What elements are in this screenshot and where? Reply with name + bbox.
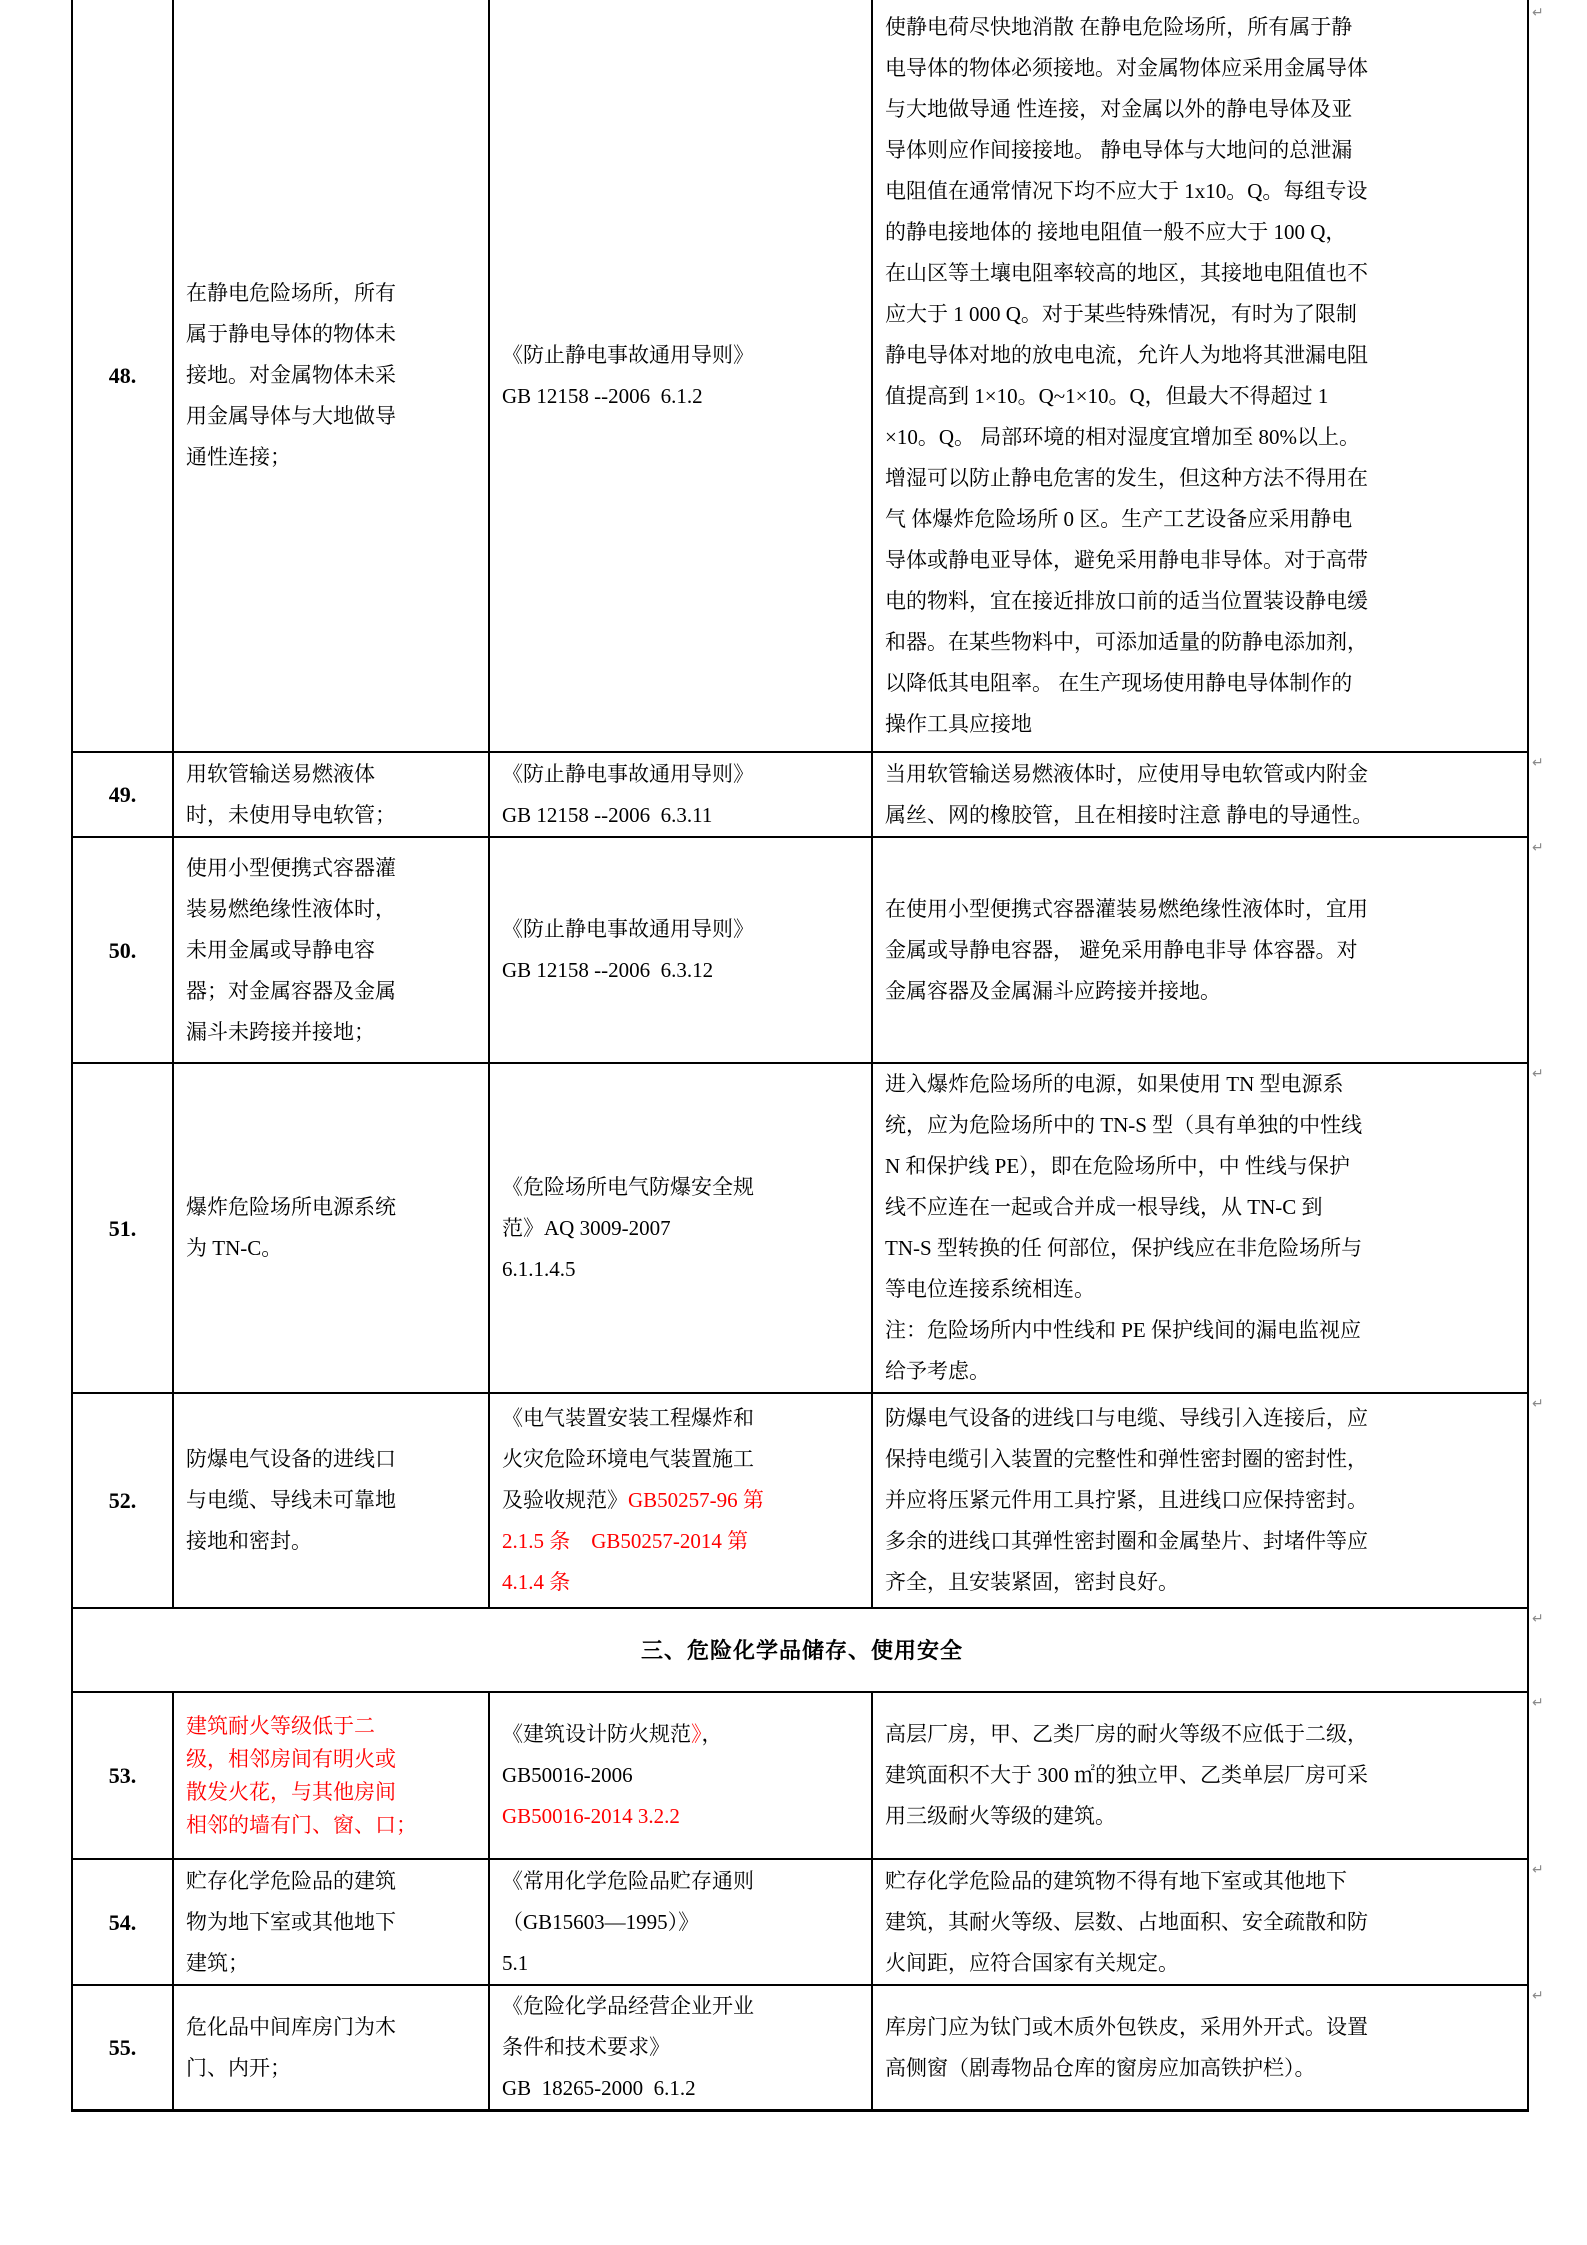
row-55-standard-cell: 《危险化学品经营企业开业 条件和技术要求》 GB 18265-2000 6.1.2	[489, 1985, 872, 2111]
section-header-row	[72, 1608, 1528, 1692]
row-49-standard-cell: 《防止静电事故通用导则》 GB 12158 --2006 6.3.11	[489, 752, 872, 837]
row-54-number: 54.	[72, 1859, 173, 1985]
row-49-explanation-cell: 当用软管输送易燃液体时，应使用导电软管或内附金 属丝、网的橡胶管，且在相接时注意 静电的导通性。	[872, 752, 1528, 837]
paragraph-mark-icon: ↵	[1532, 1611, 1544, 1627]
row-54-issue-cell: 贮存化学危险品的建筑 物为地下室或其他地下 建筑；	[173, 1859, 489, 1985]
row-54-explanation-cell: 贮存化学危险品的建筑物不得有地下室或其他地下 建筑，其耐火等级、层数、占地面积、安全疏散和防 火间距，应符合国家有关规定。	[872, 1859, 1528, 1985]
row-51-explanation-cell: 进入爆炸危险场所的电源，如果使用 TN 型电源系 统，应为危险场所中的 TN-S 型（具有单独的中性线 N 和保护线 PE），即在危险场所中，中 性线与保护 线不应连在一起或合并成一根导线，从 TN-C 到 TN-S 型转换的任 何部位，保护线应在非危险场所与 等电位连接系统相连。 注：危险场所内中性线和 PE 保护线间的漏电监视应 给予考虑。	[872, 1063, 1528, 1393]
row-52-standard-black: 《电气装置安装工程爆炸和 火灾危险环境电气装置施工 及验收规范》	[502, 1406, 754, 1512]
row-53-explanation-cell: 高层厂房，甲、乙类厂房的耐火等级不应低于二级， 建筑面积不大于 300 ㎡的独立甲、乙类单层厂房可采 用三级耐火等级的建筑。	[872, 1692, 1528, 1859]
row-52-number: 52.	[72, 1393, 173, 1608]
row-55-issue-cell: 危化品中间库房门为木 门、内开；	[173, 1985, 489, 2111]
table-row-55	[72, 1985, 1528, 2111]
row-53-standard-black2: ， GB50016-2006	[502, 1722, 723, 1787]
row-51-standard-cell: 《危险场所电气防爆安全规 范》AQ 3009-2007 6.1.1.4.5	[489, 1063, 872, 1393]
row-53-issue-cell: 建筑耐火等级低于二 级，相邻房间有明火或 散发火花，与其他房间 相邻的墙有门、窗、口；	[173, 1692, 489, 1859]
paragraph-mark-icon: ↵	[1532, 1988, 1544, 2004]
row-50-standard-cell: 《防止静电事故通用导则》 GB 12158 --2006 6.3.12	[489, 837, 872, 1063]
row-53-standard-red1: 》	[691, 1722, 702, 1746]
row-48-explanation-cell: 使静电荷尽快地消散 在静电危险场所，所有属于静 电导体的物体必须接地。对金属物体应采用金属导体 与大地做导通 性连接，对金属以外的静电导体及亚 导体则应作间接接地。 静电导体与大地问的总泄漏 电阻值在通常情况下均不应大于 1x10。Q。每组专设 的静电接地体的 接地电阻值一般不应大于 100 Q， 在山区等土壤电阻率较高的地区，其接地电阻值也不 应大于 1 000 Q。对于某些特殊情况，有时为了限制 静电导体对地的放电电流，允许人为地将其泄漏电阻 值提高到 1×10。Q~1×10。Q，但最大不得超过 1 ×10。Q。 局部环境的相对湿度宜增加至 80%以上。 增湿可以防止静电危害的发生，但这种方法不得用在 气 体爆炸危险场所 0 区。生产工艺设备应采用静电 导体或静电亚导体，避免采用静电非导体。对于高带 电的物料，宜在接近排放口前的适当位置装设静电缓 和器。在某些物料中，可添加适量的防静电添加剂， 以降低其电阻率。 在生产现场使用静电导体制作的 操作工具应接地	[872, 0, 1528, 752]
paragraph-mark-icon: ↵	[1532, 840, 1544, 856]
row-48-number: 48.	[72, 0, 173, 752]
row-50-issue-cell: 使用小型便携式容器灌 装易燃绝缘性液体时， 未用金属或导静电容 器；对金属容器及金属 漏斗未跨接并接地；	[173, 837, 489, 1063]
row-54-standard-cell: 《常用化学危险品贮存通则 （GB15603—1995）》 5.1	[489, 1859, 872, 1985]
row-52-explanation-cell: 防爆电气设备的进线口与电缆、导线引入连接后，应 保持电缆引入装置的完整性和弹性密封圈的密封性， 并应将压紧元件用工具拧紧，且进线口应保持密封。 多余的进线口其弹性密封圈和金属垫片、封堵件等应 齐全，且安装紧固，密封良好。	[872, 1393, 1528, 1608]
row-53-standard-cell	[489, 1692, 872, 1859]
row-51-issue-cell: 爆炸危险场所电源系统 为 TN-C。	[173, 1063, 489, 1393]
table-row-49	[72, 752, 1528, 837]
row-48-standard-cell: 《防止静电事故通用导则》 GB 12158 --2006 6.1.2	[489, 0, 872, 752]
table-row-48	[72, 0, 1528, 752]
row-50-number: 50.	[72, 837, 173, 1063]
table-row-51	[72, 1063, 1528, 1393]
paragraph-mark-icon: ↵	[1532, 5, 1544, 21]
section-header: 三、危险化学品储存、使用安全	[72, 1608, 1528, 1692]
row-50-explanation-cell: 在使用小型便携式容器灌装易燃绝缘性液体时，宜用 金属或导静电容器， 避免采用静电非导 体容器。对 金属容器及金属漏斗应跨接并接地。	[872, 837, 1528, 1063]
table-row-54	[72, 1859, 1528, 1985]
row-49-issue-cell: 用软管输送易燃液体 时，未使用导电软管；	[173, 752, 489, 837]
paragraph-mark-icon: ↵	[1532, 1396, 1544, 1412]
table-row-50	[72, 837, 1528, 1063]
regulation-table	[71, 0, 1529, 2112]
row-52-issue-cell: 防爆电气设备的进线口 与电缆、导线未可靠地 接地和密封。	[173, 1393, 489, 1608]
row-55-number: 55.	[72, 1985, 173, 2111]
table-row-53	[72, 1692, 1528, 1859]
row-48-issue-cell: 在静电危险场所，所有 属于静电导体的物体未 接地。对金属物体未采 用金属导体与大地做导 通性连接；	[173, 0, 489, 752]
row-53-standard-black1: 《建筑设计防火规范	[502, 1722, 691, 1746]
row-55-explanation-cell: 库房门应为钛门或木质外包铁皮，采用外开式。设置 高侧窗（剧毒物品仓库的窗房应加高铁护栏）。	[872, 1985, 1528, 2111]
paragraph-mark-icon: ↵	[1532, 1862, 1544, 1878]
paragraph-mark-icon: ↵	[1532, 1695, 1544, 1711]
table-row-52	[72, 1393, 1528, 1608]
row-52-standard-red: GB50257-96 第 2.1.5 条 GB50257-2014 第 4.1.4 条	[502, 1488, 764, 1594]
paragraph-mark-icon: ↵	[1532, 1066, 1544, 1082]
row-49-number: 49.	[72, 752, 173, 837]
paragraph-mark-icon: ↵	[1532, 755, 1544, 771]
row-53-number: 53.	[72, 1692, 173, 1859]
row-53-standard-red2: GB50016-2014 3.2.2	[502, 1804, 680, 1828]
row-51-number: 51.	[72, 1063, 173, 1393]
row-52-standard-cell	[489, 1393, 872, 1608]
